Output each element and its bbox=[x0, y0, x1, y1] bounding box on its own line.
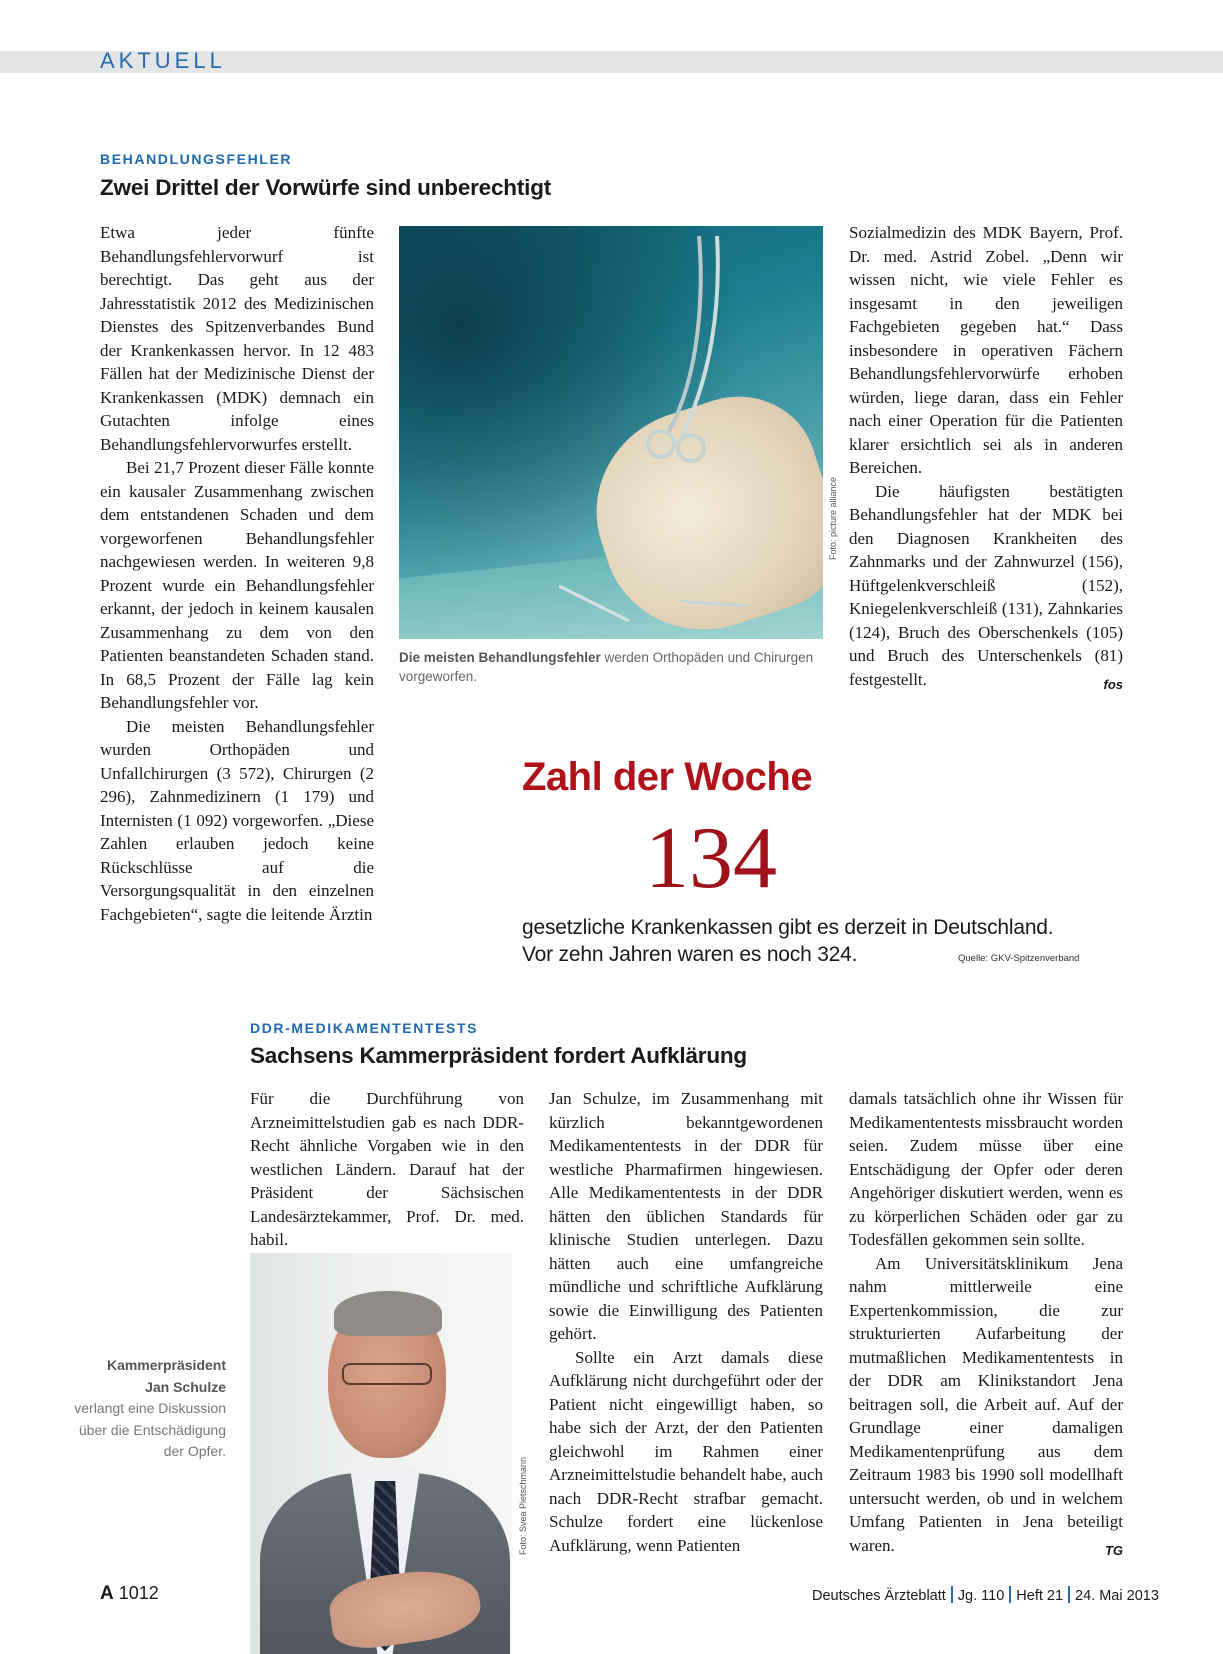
article2-kicker: DDR-MEDIKAMENTENTESTS bbox=[250, 1020, 479, 1036]
page-number bbox=[100, 1583, 159, 1605]
date: 24. Mai 2013 bbox=[1075, 1588, 1159, 1604]
paragraph-text: Die häufigsten bestätigten Behandlungsfehler hat der MDK bei den Diagnosen Krankheiten des Zahnmarks und der Zahnwurzel (156), Hüftgelenkverschleiß (152), Kniegelenkverschleiß (131), Zahnkaries (124), Bruch des Oberschenkels (105) und Bruch des Unterschenkels (81) festgestellt. bbox=[849, 481, 1123, 689]
article2-headline: Sachsens Kammerpräsident fordert Aufklärung bbox=[250, 1043, 747, 1068]
paragraph: Sozialmedizin des MDK Bayern, Prof. Dr. med. Astrid Zobel. „Denn wir wissen nicht, wie viele Fehler es insgesamt in den jeweiligen Fachgebieten gegeben hat.“ Dass insbesondere in operativen Fächern Behandlungsfehlervorwürfe erhoben würden, liege daran, dass ein Fehler nach einer Operation für die Patienten klarer ersichtlich sei als in anderen Bereichen. bbox=[849, 223, 1123, 477]
publication-info bbox=[812, 1586, 1159, 1604]
caption-bold: Die meisten Behandlungsfehler bbox=[399, 650, 601, 665]
paragraph-text: Am Universitätsklinikum Jena nahm mittlerweile eine Expertenkommission, die zur strukturierten Aufarbeitung der mutmaßlichen Medikamententests in der DDR am Klinikstandort Jena beitragen soll, die Arbeit auf. Auf der Grundlage einer damaligen Medikamentenprüfung aus dem Zeitraum 1983 bis 1990 soll modellhaft untersucht werden, ob und in welchem Umfang Patienten in Jena beteiligt waren. bbox=[849, 1253, 1123, 1555]
paragraph: Bei 21,7 Prozent dieser Fälle konnte ein kausaler Zusammenhang zwischen dem entstandenen Schaden und dem vorgeworfenen Behandlungsfehler nachgewiesen werden. In weiteren 9,8 Prozent wurde ein Behandlungsfehler erkannt, der jedoch in keinem kausalen Zusammenhang zu dem von den Patienten beanstandeten Schaden stand. In 68,5 Prozent der Fälle lag kein Behandlungsfehler vor. bbox=[100, 458, 374, 712]
surgery-photo bbox=[399, 226, 823, 639]
article1-headline: Zwei Drittel der Vorwürfe sind unberechtigt bbox=[100, 175, 552, 200]
paragraph: Jan Schulze, im Zusammenhang mit kürzlich bekanntgewordenen Medikamententests in der DDR für westliche Pharmafirmen hingewiesen. Alle Medikamententests in der DDR hätten den üblichen Standards für klinische Studien unterlegen. Dazu hätten auch eine umfangreiche mündliche und schriftliche Aufklärung sowie die Einwilligung des Patienten gehört. bbox=[549, 1089, 823, 1343]
number-of-week-text-1: gesetzliche Krankenkassen gibt es derzeit in Deutschland. bbox=[522, 916, 1054, 939]
author-signature: fos bbox=[1103, 676, 1123, 692]
number-of-week-value: 134 bbox=[645, 810, 777, 907]
section-label: AKTUELL bbox=[100, 48, 226, 73]
number-of-week-title: Zahl der Woche bbox=[522, 755, 813, 799]
photo-credit: Foto: picture alliance bbox=[828, 476, 838, 560]
number-of-week-source: Quelle: GKV-Spitzenverband bbox=[958, 953, 1080, 964]
portrait-caption bbox=[70, 1355, 226, 1463]
publication-name: Deutsches Ärzteblatt bbox=[812, 1588, 946, 1604]
paragraph: Für die Durchführung von Arzneimittelstudien gab es nach DDR-Recht ähnliche Vorgaben wie in den westlichen Ländern. Darauf hat der Präsident der Sächsischen Landesärztekammer, Prof. Dr. med. habil. bbox=[250, 1089, 524, 1249]
caption-text: werden Orthopäden und Chirurgen vorgeworfen. bbox=[399, 650, 814, 684]
portrait-photo bbox=[250, 1253, 512, 1654]
number-of-week-text-2: Vor zehn Jahren waren es noch 324. bbox=[522, 943, 858, 966]
paragraph: damals tatsächlich ohne ihr Wissen für Medikamententests missbraucht worden seien. Zudem müsse über eine Entschädigung der Opfer oder deren Angehöriger diskutiert werden, wenn es zu körperlichen Schäden oder gar zu Todesfällen gekommen sein sollte. bbox=[849, 1089, 1123, 1249]
paragraph bbox=[849, 1252, 1123, 1558]
author-signature: TG bbox=[1104, 1542, 1123, 1558]
page-prefix: A bbox=[100, 1583, 114, 1604]
paragraph: Etwa jeder fünfte Behandlungsfehlervorwurf ist berechtigt. Das geht aus der Jahresstatistik 2012 des Medizinischen Dienstes des Spitzenverbandes Bund der Krankenkassen hervor. In 12 483 Fällen hat der Medizinische Dienst der Krankenkassen (MDK) demnach ein Gutachten infolge eines Behandlungsfehlervorwurfes erstellt. bbox=[100, 223, 374, 454]
issue: Heft 21 bbox=[1016, 1588, 1064, 1604]
photo-caption bbox=[399, 648, 819, 686]
volume: Jg. 110 bbox=[957, 1588, 1005, 1604]
caption-bold: Jan Schulze bbox=[145, 1378, 226, 1395]
paragraph: Die meisten Behandlungsfehler wurden Orthopäden und Unfallchirurgen (3 572), Chirurgen (2 296), Zahnmedizinern (1 179) und Internisten (1 092) vorgeworfen. „Diese Zahlen erlauben jedoch keine Rückschlüsse auf die Versorgungsqualität in den einzelnen Fachgebieten“, sagte die leitende Ärztin bbox=[100, 716, 374, 924]
paragraph bbox=[849, 480, 1123, 692]
caption-text: verlangt eine Diskussion über die Entschädigung der Opfer. bbox=[74, 1400, 226, 1459]
paragraph: Sollte ein Arzt damals diese Aufklärung nicht durchgeführt oder der Patient nicht eingewilligt haben, so habe sich der Arzt, der den Patienten gleichwohl im Rahmen einer Arzneimittelstudie behandelt habe, auch nach DDR-Recht strafbar gemacht. Schulze fordert eine lückenlose Aufklärung, wenn Patienten bbox=[549, 1347, 823, 1555]
article1-column-2 bbox=[849, 221, 1123, 696]
page-number-value: 1012 bbox=[118, 1583, 159, 1603]
article2-column-2 bbox=[549, 1087, 823, 1557]
caption-bold: Kammerpräsident bbox=[106, 1357, 226, 1373]
article1-kicker: BEHANDLUNGSFEHLER bbox=[100, 151, 293, 167]
article1-column-1 bbox=[100, 221, 374, 926]
article2-column-1 bbox=[250, 1087, 524, 1252]
article2-column-3 bbox=[849, 1087, 1123, 1562]
photo-credit: Foto: Svea Pietschmann bbox=[518, 1456, 528, 1555]
